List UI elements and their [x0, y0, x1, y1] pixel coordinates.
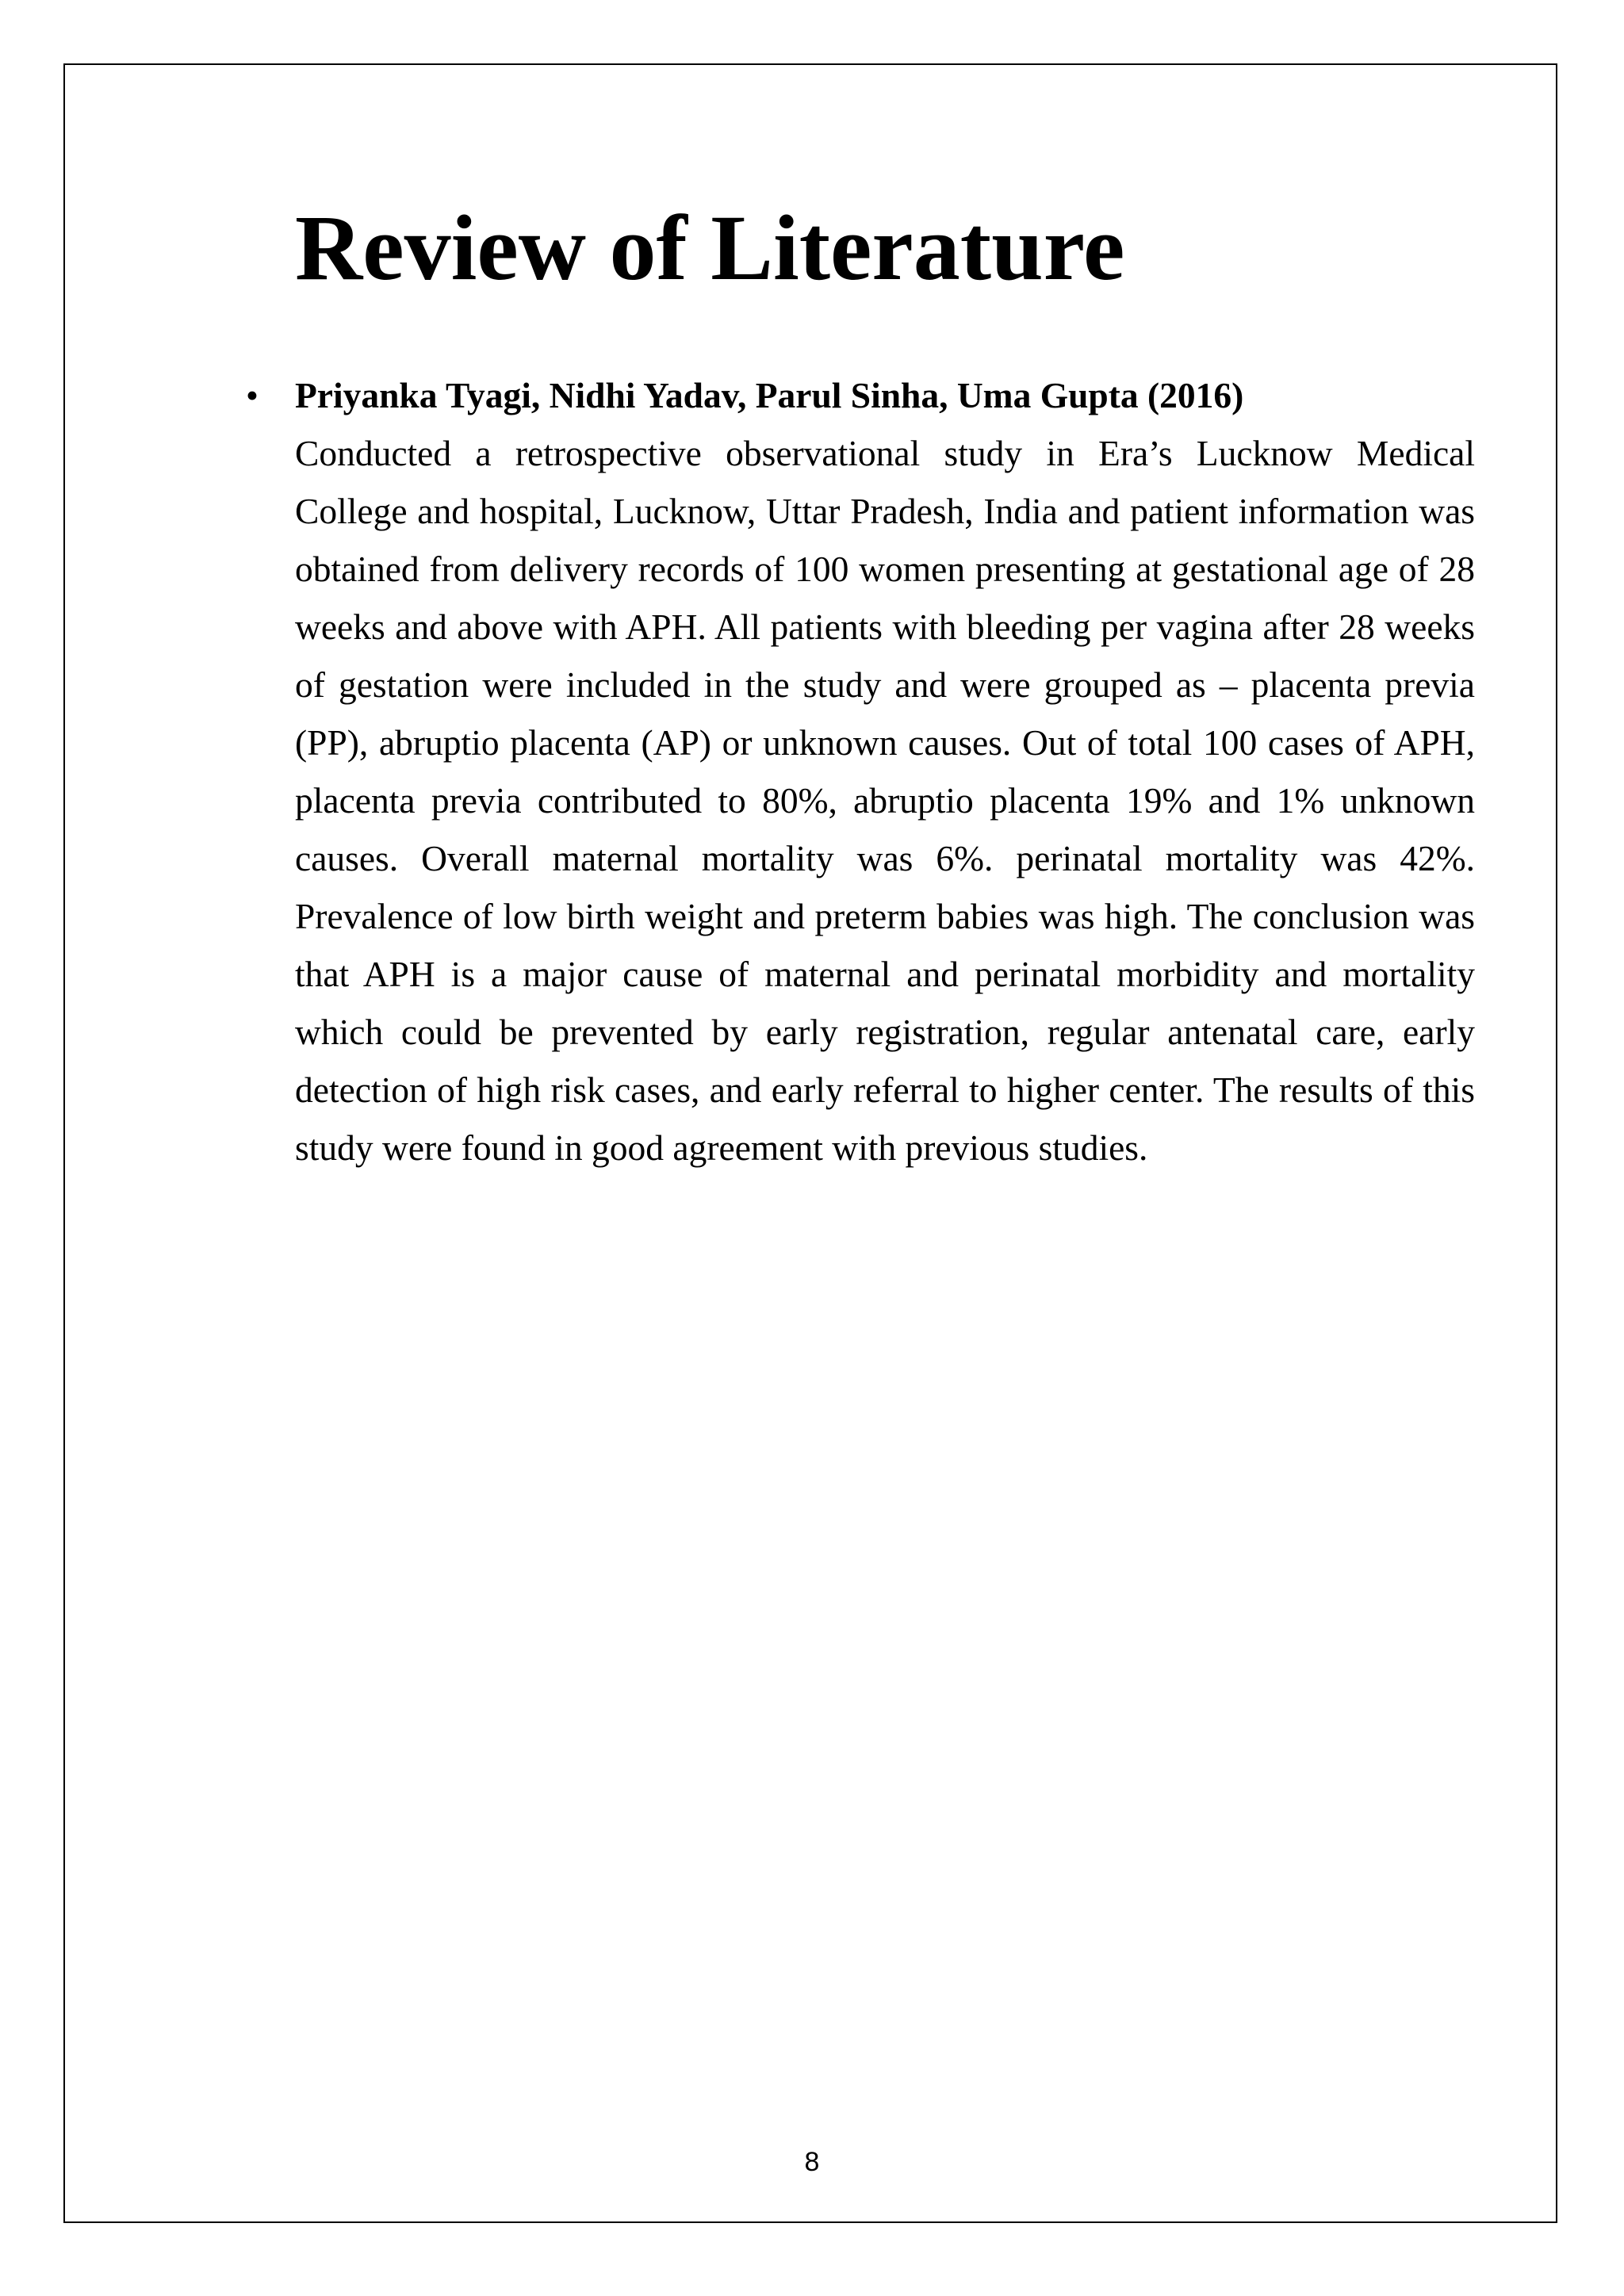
- literature-entry: [246, 366, 1475, 1177]
- entry-body: Conducted a retrospective observational study in Era’s Lucknow Medical College and hospital, Lucknow, Uttar Pradesh, India and patient information was obtained from delivery records of 100 women presenting at gestational age of 28 weeks and above with APH. All patients with bleeding per vagina after 28 weeks of gestation were included in the study and were grouped as – placenta previa (PP), abruptio placenta (AP) or unknown causes. Out of total 100 cases of APH, placenta previa contributed to 80%, abruptio placenta 19% and 1% unknown causes. Overall maternal mortality was 6%. perinatal mortality was 42%. Prevalence of low birth weight and preterm babies was high. The conclusion was that APH is a major cause of maternal and perinatal morbidity and mortality which could be prevented by early registration, regular antenatal care, early detection of high risk cases, and early referral to higher center. The results of this study were found in good agreement with previous studies.: [295, 433, 1475, 1168]
- page-title: Review of Literature: [295, 196, 1125, 300]
- entry-authors: Priyanka Tyagi, Nidhi Yadav, Parul Sinha, Uma Gupta (2016): [295, 375, 1244, 415]
- page-number: 8: [804, 2147, 820, 2177]
- bullet-marker: •: [246, 375, 259, 415]
